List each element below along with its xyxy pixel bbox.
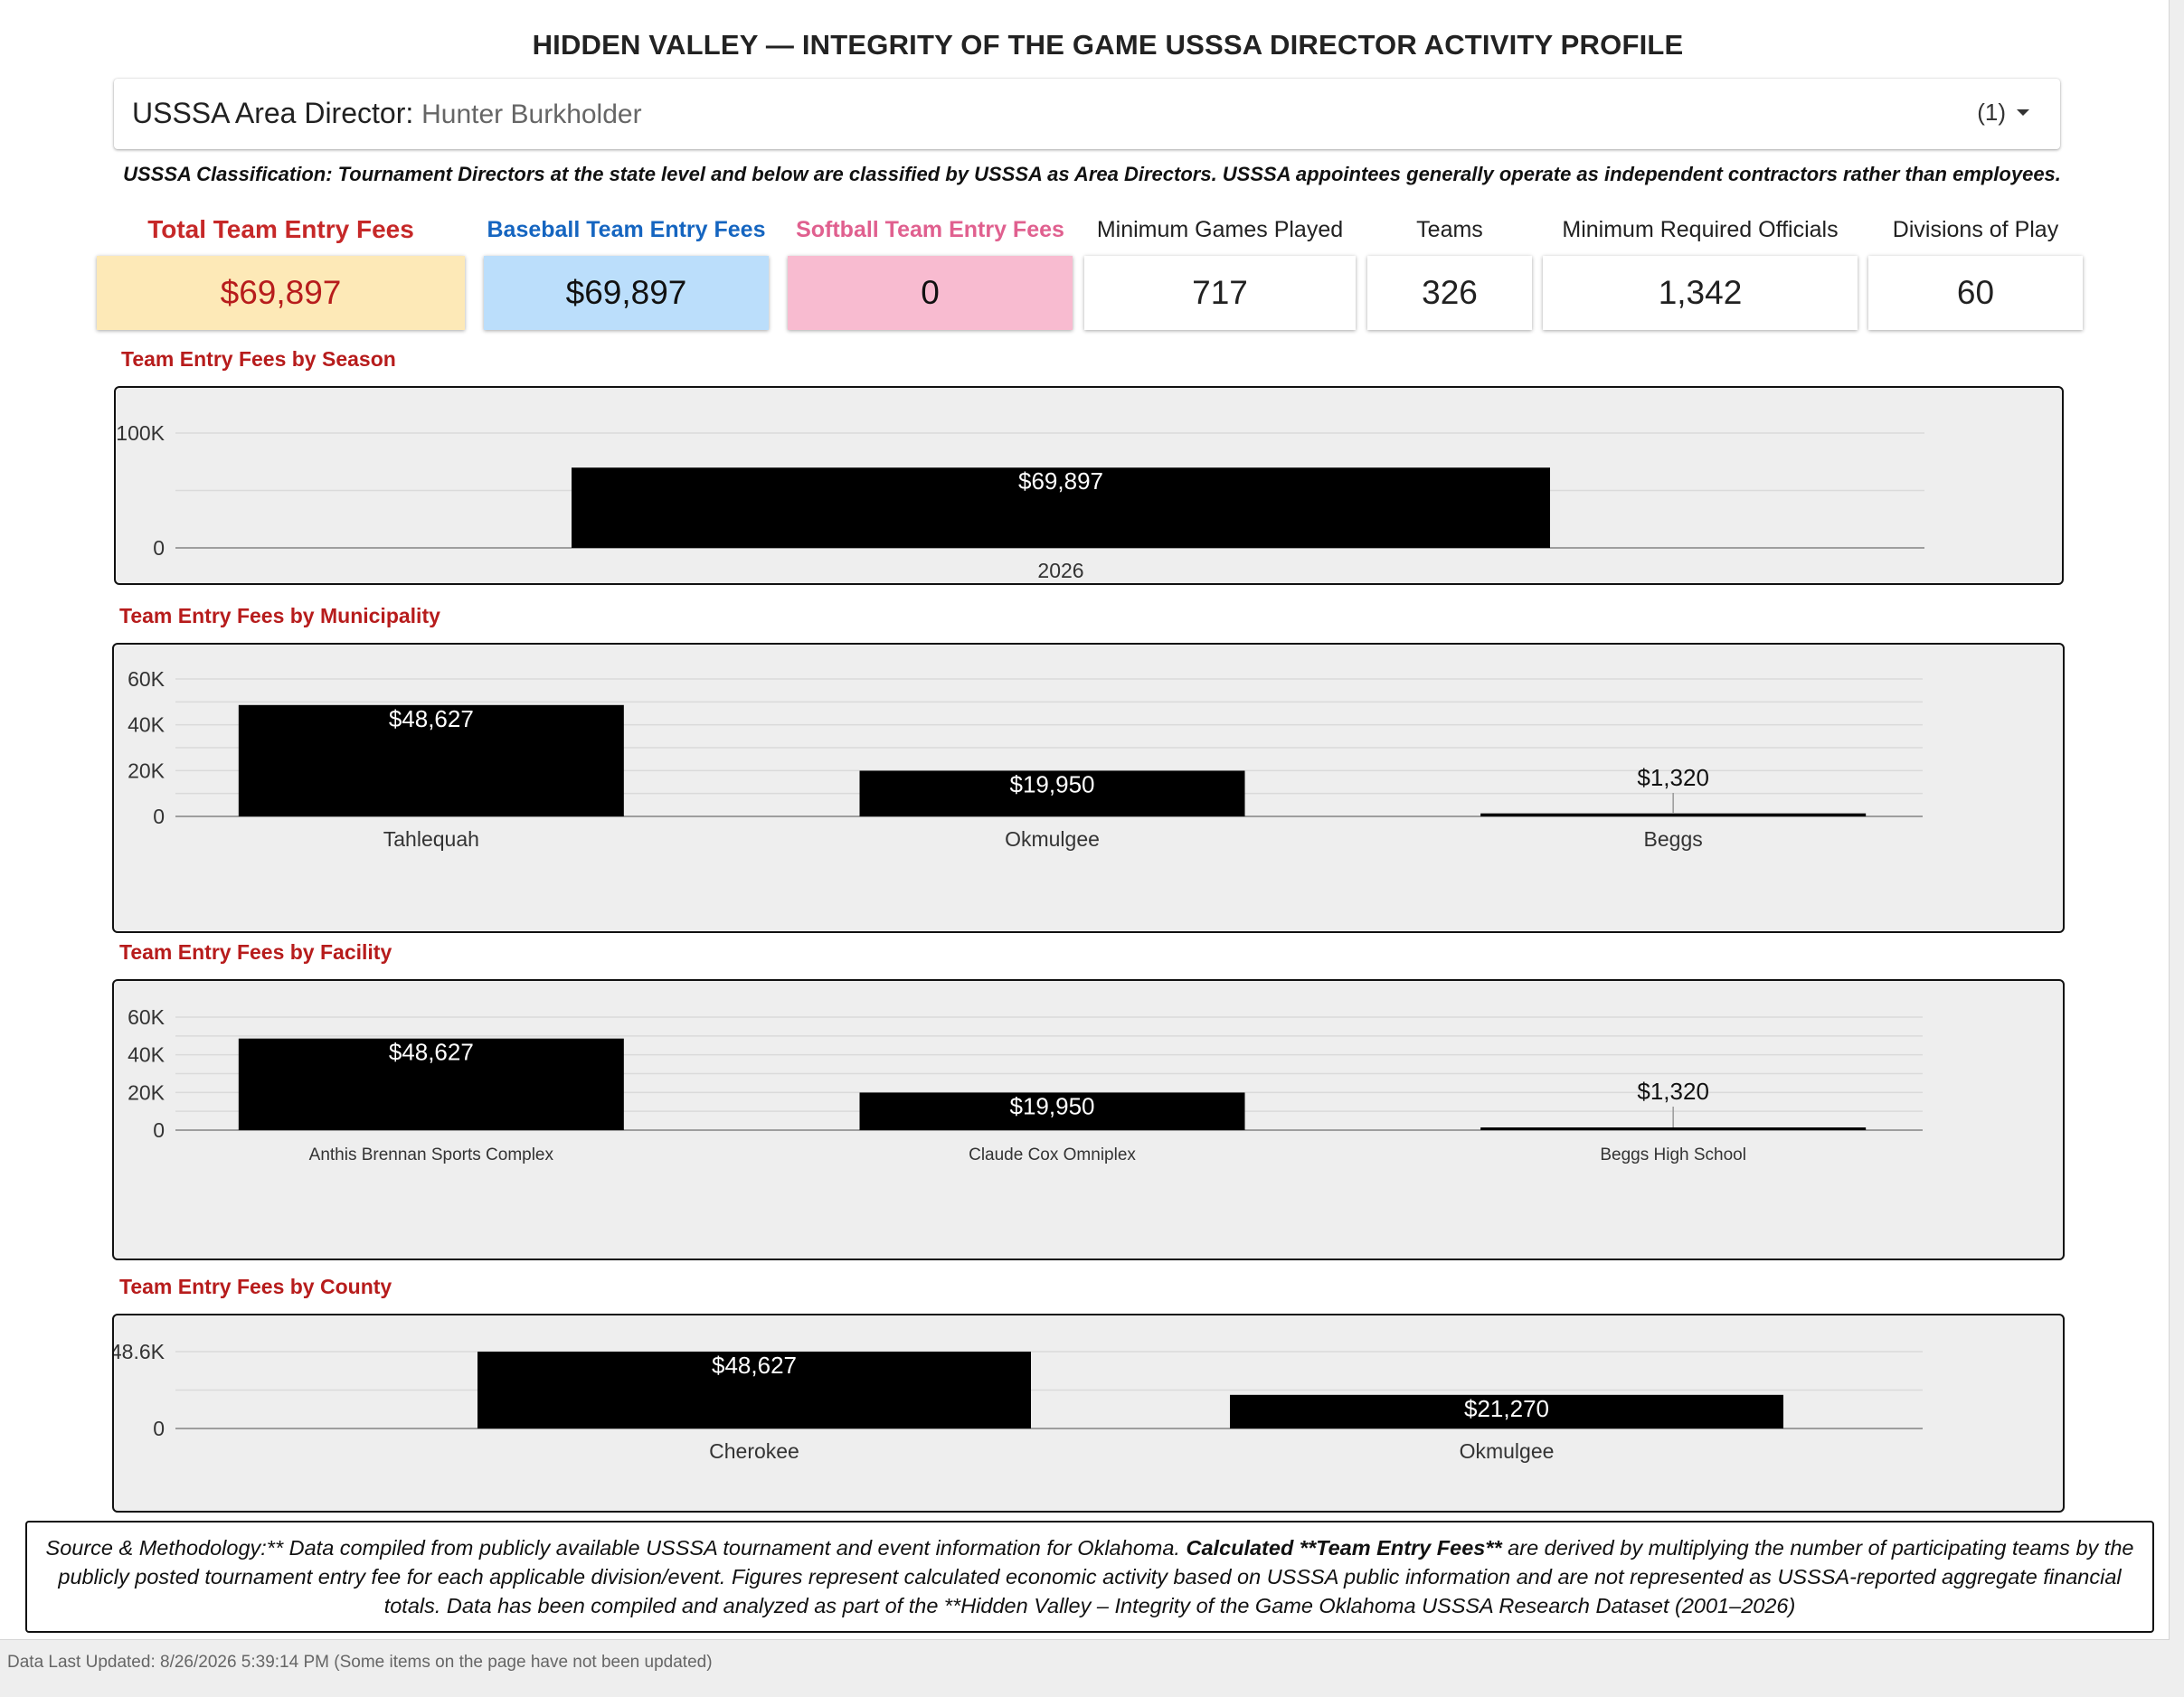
filter-selected-value: Hunter Burkholder	[421, 99, 642, 129]
data-label: $19,950	[1009, 770, 1095, 798]
area-director-filter[interactable]	[114, 79, 2060, 149]
kpi-teams-label: Teams	[1416, 217, 1483, 242]
footnote-bold: Calculated **Team Entry Fees**	[1186, 1536, 1502, 1560]
data-label: $1,320	[1637, 1078, 1709, 1105]
data-bar	[1480, 1127, 1866, 1130]
x-category-label: 2026	[1037, 559, 1084, 582]
kpi-softball-fees-value: 0	[921, 274, 940, 311]
kpi-baseball-fees	[484, 256, 769, 330]
kpi-baseball-fees-label: Baseball Team Entry Fees	[487, 217, 766, 242]
kpi-games-value: 717	[1192, 274, 1248, 311]
y-tick-label: 40K	[128, 712, 165, 737]
y-tick-label: 100K	[116, 421, 165, 445]
classification-note: USSSA Classification: Tournament Directors at the state level and below are classified by USSSA as Area Directors. USSSA appointees generally operate as independent contractors rather than employees.	[123, 163, 2061, 185]
y-tick-label: 60K	[128, 1005, 165, 1029]
y-tick-label: 20K	[128, 759, 165, 783]
last-updated-text: Data Last Updated: 8/26/2026 5:39:14 PM (Some items on the page have not been updated)	[7, 1653, 713, 1672]
x-category-label: Beggs	[1643, 827, 1703, 851]
x-category-label: Okmulgee	[1005, 827, 1100, 851]
footnote-part2: are derived by multiplying the number of participating teams by the publicly posted tournament entry fee for each applicable division/event. Figures represent calculated economic activity based on USSSA public information and are not represented as USSSA-reported aggregate financial totals. Data has been compiled and analyzed as part of the **Hidden Valley – Integrity of the Game Oklahoma USSSA Research Dataset (2001–2026)	[58, 1536, 2134, 1617]
kpi-games	[1084, 256, 1356, 330]
kpi-baseball-fees-value: $69,897	[565, 274, 687, 311]
municipality-chart-title: Team Entry Fees by Municipality	[119, 604, 440, 627]
kpi-softball-fees-label: Softball Team Entry Fees	[796, 217, 1064, 242]
kpi-divisions-label: Divisions of Play	[1892, 217, 2059, 242]
filter-colon: :	[405, 97, 414, 129]
kpi-total-fees-label: Total Team Entry Fees	[147, 215, 414, 243]
source-methodology-note	[25, 1521, 2154, 1633]
y-tick-label: 0	[153, 805, 165, 828]
kpi-divisions-value: 60	[1956, 274, 1995, 311]
x-category-label: Okmulgee	[1459, 1439, 1555, 1463]
y-tick-label: 48.6K	[114, 1340, 165, 1363]
kpi-teams-value: 326	[1422, 274, 1478, 311]
data-label: $48,627	[388, 704, 474, 732]
filter-selection-count: (1)	[1977, 99, 2006, 126]
kpi-total-fees	[97, 256, 465, 330]
footnote-part1: Source & Methodology:** Data compiled from publicly available USSSA tournament and event information for Oklahoma.	[45, 1536, 1187, 1560]
kpi-total-fees-value: $69,897	[220, 274, 342, 311]
x-category-label: Anthis Brennan Sports Complex	[308, 1145, 554, 1164]
y-tick-label: 0	[153, 536, 165, 560]
x-category-label: Beggs High School	[1600, 1145, 1746, 1164]
data-label: $48,627	[712, 1352, 797, 1379]
facility-chart-svg	[114, 981, 2063, 1259]
kpi-officials-label: Minimum Required Officials	[1562, 217, 1839, 242]
x-category-label: Cherokee	[709, 1439, 799, 1463]
data-label: $19,950	[1009, 1092, 1095, 1120]
filter-label	[132, 97, 642, 130]
filter-label-text: USSSA Area Director	[132, 97, 406, 129]
footnote-text	[41, 1533, 2139, 1620]
kpi-officials	[1543, 256, 1858, 330]
data-label: $48,627	[388, 1038, 474, 1066]
data-label: $1,320	[1637, 764, 1709, 791]
x-category-label: Claude Cox Omniplex	[969, 1145, 1136, 1164]
county-chart-title: Team Entry Fees by County	[119, 1275, 392, 1298]
y-tick-label: 40K	[128, 1042, 165, 1067]
kpi-softball-fees	[788, 256, 1073, 330]
municipality-chart	[112, 643, 2065, 933]
dropdown-arrow-icon[interactable]	[2017, 109, 2029, 116]
county-chart	[112, 1314, 2065, 1513]
report-title: HIDDEN VALLEY — INTEGRITY OF THE GAME USSSA DIRECTOR ACTIVITY PROFILE	[532, 29, 1684, 61]
season-chart	[114, 386, 2064, 585]
y-tick-label: 20K	[128, 1080, 165, 1105]
kpi-divisions	[1868, 256, 2083, 330]
data-label: $69,897	[1018, 467, 1103, 495]
kpi-teams	[1367, 256, 1532, 330]
facility-chart	[112, 979, 2065, 1260]
x-category-label: Tahlequah	[383, 827, 479, 851]
season-chart-svg	[116, 388, 2062, 583]
data-label: $21,270	[1464, 1394, 1549, 1422]
y-tick-label: 0	[153, 1118, 165, 1142]
y-tick-label: 0	[153, 1417, 165, 1440]
y-tick-label: 60K	[128, 667, 165, 691]
data-bar	[1480, 814, 1866, 816]
municipality-chart-svg	[114, 645, 2063, 931]
kpi-games-label: Minimum Games Played	[1096, 217, 1344, 242]
county-chart-svg	[114, 1315, 2063, 1511]
season-chart-title: Team Entry Fees by Season	[121, 347, 396, 371]
facility-chart-title: Team Entry Fees by Facility	[119, 940, 392, 964]
kpi-officials-value: 1,342	[1658, 274, 1743, 311]
